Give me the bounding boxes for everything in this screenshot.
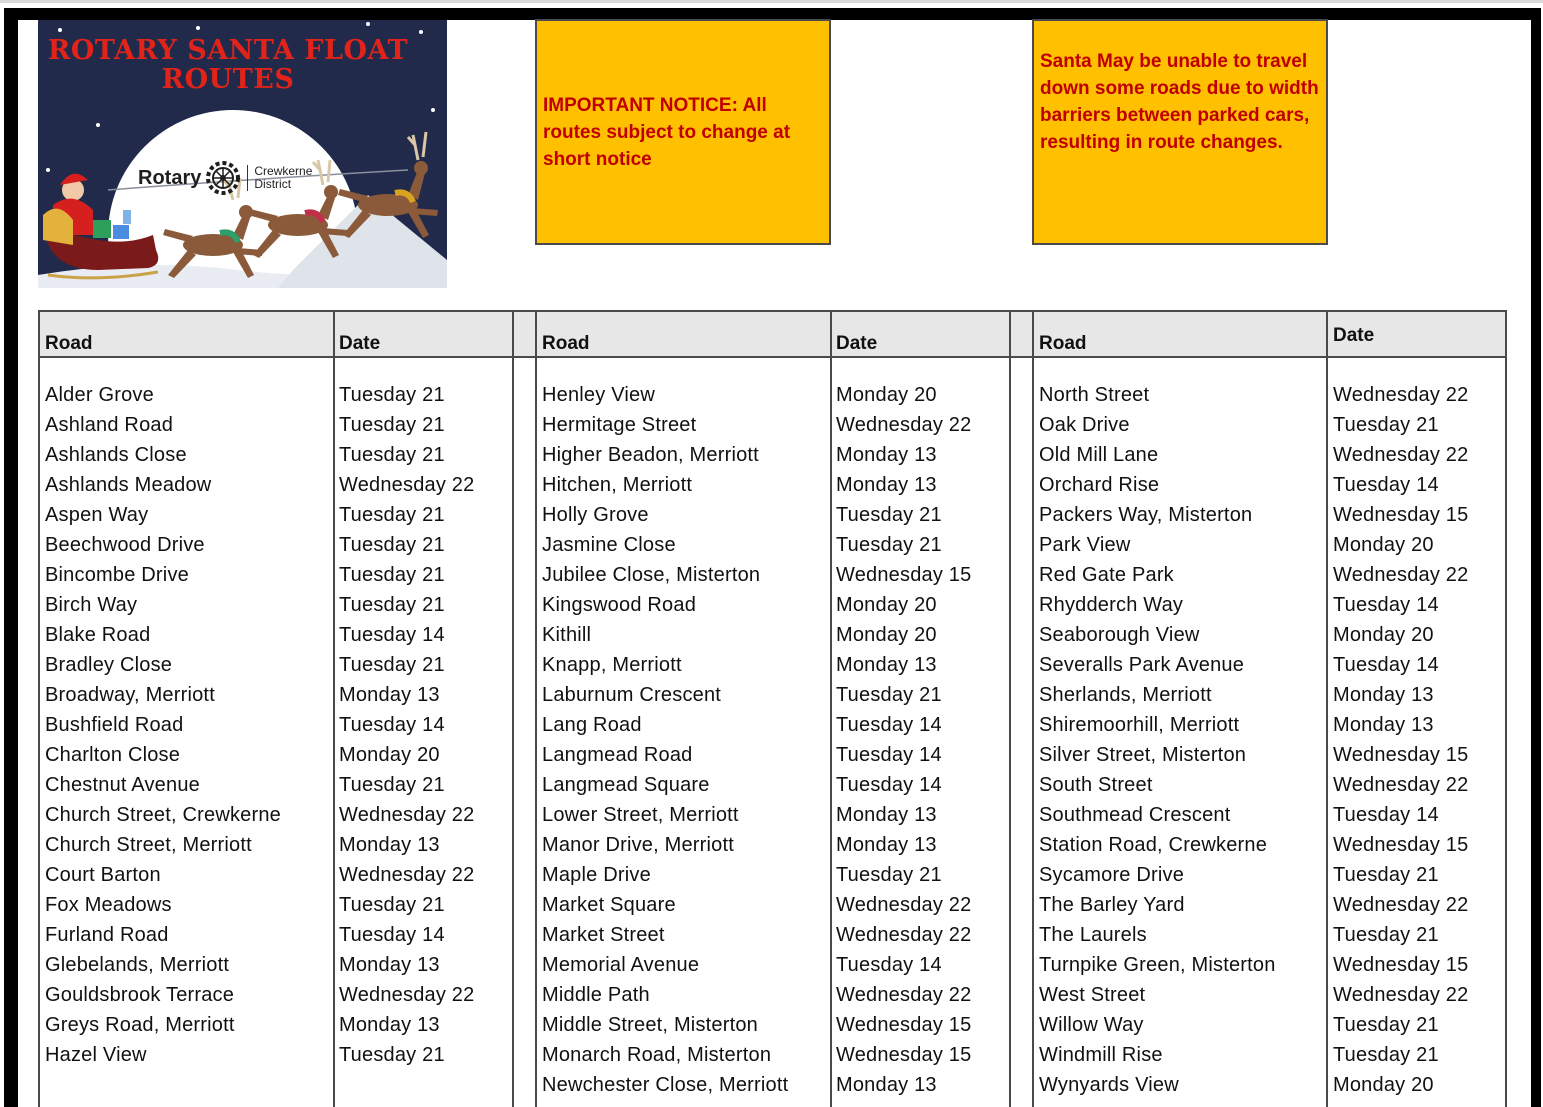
road-cell: Hitchen, Merriott xyxy=(542,474,693,496)
date-cell: Tuesday 14 xyxy=(1333,654,1439,676)
date-cell: Tuesday 14 xyxy=(836,774,942,796)
date-cell: Tuesday 21 xyxy=(339,444,445,466)
date-cell: Tuesday 21 xyxy=(339,534,445,556)
road-cell: Hazel View xyxy=(45,1044,147,1066)
date-cell: Monday 13 xyxy=(1333,684,1434,706)
road-cell: Court Barton xyxy=(45,864,161,886)
date-cell: Wednesday 15 xyxy=(836,564,972,586)
date-cell: Wednesday 22 xyxy=(836,414,972,436)
road-column-2 xyxy=(542,380,788,1100)
road-cell: West Street xyxy=(1039,984,1146,1006)
road-cell: Windmill Rise xyxy=(1039,1044,1163,1066)
date-cell: Monday 20 xyxy=(1333,624,1434,646)
date-cell: Monday 13 xyxy=(836,1074,937,1096)
road-cell: Alder Grove xyxy=(45,384,154,406)
rotary-wordmark: Rotary xyxy=(138,166,202,189)
date-cell: Tuesday 21 xyxy=(836,864,942,886)
routes-table xyxy=(38,310,1507,1107)
banner-title-line2: ROUTES xyxy=(161,64,295,95)
date-cell: Wednesday 22 xyxy=(339,984,475,1006)
header-date-3: Date xyxy=(1333,325,1375,346)
road-cell: Southmead Crescent xyxy=(1039,804,1231,826)
important-notice-box xyxy=(535,19,831,245)
header-road-3: Road xyxy=(1039,333,1087,354)
date-cell: Tuesday 21 xyxy=(339,774,445,796)
date-cell: Monday 20 xyxy=(836,624,937,646)
road-cell: The Laurels xyxy=(1039,924,1147,946)
date-cell: Wednesday 15 xyxy=(1333,744,1469,766)
rotary-district-label xyxy=(247,165,312,191)
road-cell: Church Street, Crewkerne xyxy=(45,804,282,826)
road-cell: Seaborough View xyxy=(1039,624,1200,646)
road-cell: Old Mill Lane xyxy=(1039,444,1159,466)
date-cell: Monday 13 xyxy=(339,684,440,706)
road-cell: Willow Way xyxy=(1039,1014,1144,1036)
road-cell: Middle Path xyxy=(542,984,650,1006)
date-cell: Wednesday 15 xyxy=(1333,834,1469,856)
table-header-row xyxy=(40,312,1505,358)
road-cell: Aspen Way xyxy=(45,504,149,526)
road-cell: Park View xyxy=(1039,534,1131,556)
date-cell: Tuesday 21 xyxy=(1333,414,1439,436)
date-column-3 xyxy=(1333,380,1468,1100)
road-cell: Knapp, Merriott xyxy=(542,654,682,676)
date-cell: Monday 13 xyxy=(339,954,440,976)
road-cell: Glebelands, Merriott xyxy=(45,954,230,976)
road-cell: North Street xyxy=(1039,384,1150,406)
road-cell: Bincombe Drive xyxy=(45,564,189,586)
date-column-1 xyxy=(339,380,474,1070)
road-cell: Hermitage Street xyxy=(542,414,697,436)
column-divider xyxy=(1009,312,1011,1107)
road-cell: Newchester Close, Merriott xyxy=(542,1074,789,1096)
column-divider xyxy=(830,312,832,1107)
road-cell: Fox Meadows xyxy=(45,894,172,916)
banner-title-line1: ROTARY SANTA FLOAT xyxy=(47,35,409,66)
road-cell: Rhydderch Way xyxy=(1039,594,1184,616)
date-cell: Wednesday 15 xyxy=(1333,954,1469,976)
road-cell: Oak Drive xyxy=(1039,414,1130,436)
road-cell: Beechwood Drive xyxy=(45,534,205,556)
column-divider xyxy=(333,312,335,1107)
date-cell: Tuesday 21 xyxy=(339,654,445,676)
date-cell: Tuesday 21 xyxy=(339,504,445,526)
road-cell: Lower Street, Merriott xyxy=(542,804,739,826)
road-column-3 xyxy=(1039,380,1276,1100)
important-notice-text: IMPORTANT NOTICE: All routes subject to change at short notice xyxy=(543,94,791,170)
column-divider xyxy=(535,312,537,1107)
date-cell: Wednesday 22 xyxy=(1333,894,1469,916)
date-cell: Monday 13 xyxy=(836,654,937,676)
road-column-1 xyxy=(45,380,281,1070)
road-cell: Wynyards View xyxy=(1039,1074,1179,1096)
road-cell: Chestnut Avenue xyxy=(45,774,200,796)
road-cell: Red Gate Park xyxy=(1039,564,1174,586)
road-cell: Holly Grove xyxy=(542,504,649,526)
date-cell: Monday 13 xyxy=(836,444,937,466)
road-cell: Orchard Rise xyxy=(1039,474,1160,496)
date-cell: Tuesday 21 xyxy=(339,384,445,406)
banner-title xyxy=(38,36,418,94)
date-cell: Monday 13 xyxy=(836,834,937,856)
district-line1: Crewkerne xyxy=(254,164,313,178)
header-date-2: Date xyxy=(836,333,878,354)
road-cell: Greys Road, Merriott xyxy=(45,1014,235,1036)
road-cell: Maple Drive xyxy=(542,864,651,886)
banner-image xyxy=(38,20,447,288)
date-cell: Monday 20 xyxy=(836,594,937,616)
road-cell: South Street xyxy=(1039,774,1153,796)
road-cell: Manor Drive, Merriott xyxy=(542,834,735,856)
date-cell: Wednesday 22 xyxy=(836,894,972,916)
road-cell: Silver Street, Misterton xyxy=(1039,744,1247,766)
date-cell: Tuesday 14 xyxy=(1333,474,1439,496)
date-cell: Tuesday 21 xyxy=(1333,1044,1439,1066)
road-cell: Jubilee Close, Misterton xyxy=(542,564,761,586)
road-cell: Sherlands, Merriott xyxy=(1039,684,1212,706)
date-cell: Tuesday 14 xyxy=(836,714,942,736)
date-cell: Tuesday 14 xyxy=(836,954,942,976)
date-cell: Monday 20 xyxy=(339,744,440,766)
road-cell: Langmead Road xyxy=(542,744,693,766)
date-cell: Tuesday 21 xyxy=(836,504,942,526)
date-cell: Wednesday 15 xyxy=(836,1044,972,1066)
date-cell: Tuesday 14 xyxy=(1333,594,1439,616)
road-cell: Bushfield Road xyxy=(45,714,184,736)
date-cell: Tuesday 14 xyxy=(836,744,942,766)
date-cell: Tuesday 14 xyxy=(339,624,445,646)
road-cell: Memorial Avenue xyxy=(542,954,700,976)
road-cell: Birch Way xyxy=(45,594,138,616)
road-cell: Henley View xyxy=(542,384,656,406)
date-cell: Monday 13 xyxy=(836,804,937,826)
date-cell: Monday 20 xyxy=(836,384,937,406)
road-cell: Middle Street, Misterton xyxy=(542,1014,758,1036)
road-cell: Ashlands Meadow xyxy=(45,474,212,496)
road-cell: Charlton Close xyxy=(45,744,181,766)
date-cell: Monday 13 xyxy=(836,474,937,496)
date-cell: Tuesday 21 xyxy=(339,1044,445,1066)
road-cell: Broadway, Merriott xyxy=(45,684,215,706)
date-cell: Wednesday 22 xyxy=(1333,564,1469,586)
date-cell: Wednesday 15 xyxy=(836,1014,972,1036)
date-cell: Monday 20 xyxy=(1333,534,1434,556)
date-cell: Wednesday 22 xyxy=(339,804,475,826)
date-cell: Wednesday 15 xyxy=(1333,504,1469,526)
road-cell: Higher Beadon, Merriott xyxy=(542,444,759,466)
date-cell: Tuesday 21 xyxy=(339,564,445,586)
date-cell: Wednesday 22 xyxy=(1333,444,1469,466)
rotary-logo xyxy=(138,157,312,199)
road-cell: Bradley Close xyxy=(45,654,173,676)
road-cell: Blake Road xyxy=(45,624,151,646)
date-cell: Wednesday 22 xyxy=(339,864,475,886)
width-barrier-notice-text: Santa May be unable to travel down some roads due to width barriers between parked cars, resulting in route changes. xyxy=(1040,51,1319,153)
date-cell: Monday 20 xyxy=(1333,1074,1434,1096)
date-cell: Monday 13 xyxy=(1333,714,1434,736)
date-cell: Tuesday 14 xyxy=(1333,804,1439,826)
road-cell: Jasmine Close xyxy=(542,534,676,556)
road-cell: Shiremoorhill, Merriott xyxy=(1039,714,1240,736)
road-cell: Monarch Road, Misterton xyxy=(542,1044,772,1066)
header-road-1: Road xyxy=(45,333,93,354)
date-cell: Monday 13 xyxy=(339,1014,440,1036)
date-cell: Tuesday 21 xyxy=(836,684,942,706)
road-cell: Langmead Square xyxy=(542,774,710,796)
rotary-wheel-icon xyxy=(205,160,241,196)
top-border-line xyxy=(0,0,1543,3)
header-date-1: Date xyxy=(339,333,381,354)
date-cell: Wednesday 22 xyxy=(1333,384,1469,406)
date-cell: Wednesday 22 xyxy=(1333,984,1469,1006)
road-cell: Packers Way, Misterton xyxy=(1039,504,1253,526)
date-cell: Tuesday 14 xyxy=(339,714,445,736)
date-cell: Tuesday 21 xyxy=(1333,864,1439,886)
date-cell: Tuesday 21 xyxy=(836,534,942,556)
road-cell: Severalls Park Avenue xyxy=(1039,654,1245,676)
road-cell: Gouldsbrook Terrace xyxy=(45,984,235,1006)
road-cell: The Barley Yard xyxy=(1039,894,1185,916)
column-divider xyxy=(1326,312,1328,1107)
date-cell: Monday 13 xyxy=(339,834,440,856)
date-cell: Wednesday 22 xyxy=(836,984,972,1006)
road-cell: Church Street, Merriott xyxy=(45,834,252,856)
district-line2: District xyxy=(254,177,292,191)
date-cell: Tuesday 21 xyxy=(339,414,445,436)
date-cell: Tuesday 21 xyxy=(1333,924,1439,946)
date-cell: Wednesday 22 xyxy=(339,474,475,496)
date-cell: Wednesday 22 xyxy=(836,924,972,946)
road-cell: Kithill xyxy=(542,624,592,646)
road-cell: Station Road, Crewkerne xyxy=(1039,834,1268,856)
road-cell: Market Street xyxy=(542,924,665,946)
road-cell: Kingswood Road xyxy=(542,594,697,616)
road-cell: Furland Road xyxy=(45,924,169,946)
date-cell: Tuesday 21 xyxy=(339,594,445,616)
road-cell: Market Square xyxy=(542,894,676,916)
road-cell: Ashland Road xyxy=(45,414,174,436)
road-cell: Ashlands Close xyxy=(45,444,187,466)
column-divider xyxy=(1032,312,1034,1107)
width-barrier-notice-box xyxy=(1032,19,1328,245)
header-road-2: Road xyxy=(542,333,590,354)
date-cell: Tuesday 21 xyxy=(1333,1014,1439,1036)
date-cell: Tuesday 14 xyxy=(339,924,445,946)
date-cell: Wednesday 22 xyxy=(1333,774,1469,796)
date-cell: Tuesday 21 xyxy=(339,894,445,916)
road-cell: Laburnum Crescent xyxy=(542,684,722,706)
date-column-2 xyxy=(836,380,971,1100)
road-cell: Lang Road xyxy=(542,714,642,736)
road-cell: Sycamore Drive xyxy=(1039,864,1185,886)
road-cell: Turnpike Green, Misterton xyxy=(1039,954,1276,976)
column-divider xyxy=(512,312,514,1107)
